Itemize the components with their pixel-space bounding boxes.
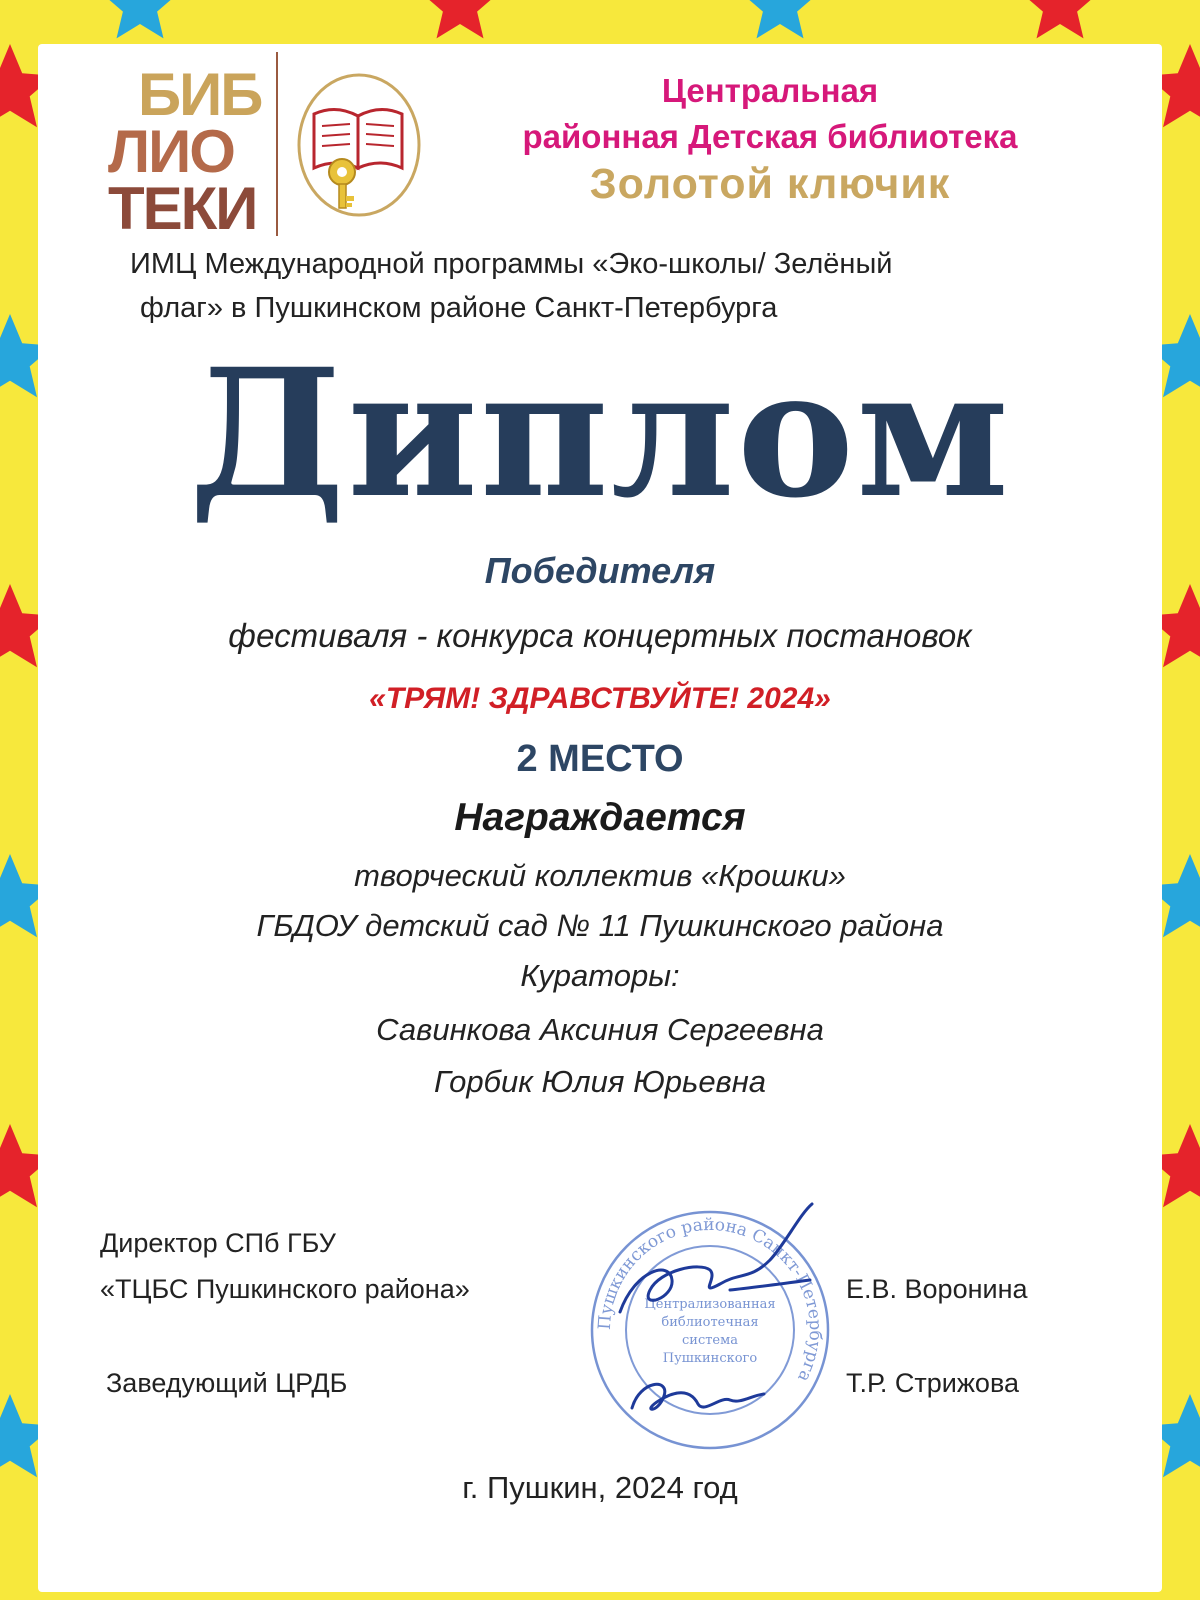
seal-ring-text: Пушкинского района Санкт-Петербурга (594, 1214, 826, 1386)
contest-name: «ТРЯМ! ЗДРАВСТВУЙТЕ! 2024» (369, 682, 831, 715)
seal-center-text: Пушкинского (662, 1351, 758, 1366)
organization-line-2: флаг» в Пушкинском районе Санкт-Петербурга (140, 292, 778, 324)
seal-center-text: Централизованная (644, 1297, 776, 1312)
head-name: Т.Р. Стрижова (846, 1368, 1020, 1398)
curator-name: Горбик Юлия Юрьевна (433, 1064, 767, 1099)
library-name-line-3: Золотой ключик (589, 160, 951, 208)
director-title-line-2: «ТЦБС Пушкинского района» (100, 1274, 470, 1304)
organization-line-1: ИМЦ Международной программы «Эко-школы/ Зелёный (130, 248, 893, 280)
awarded-label: Награждается (454, 796, 746, 839)
director-title-line-1: Директор СПб ГБУ (100, 1228, 336, 1258)
logo-divider (276, 52, 278, 236)
winner-label: Победителя (484, 550, 716, 591)
official-seal-stamp (580, 1200, 840, 1460)
logo-line-1: БИБ (138, 61, 262, 128)
logo-line-3: ТЕКИ (108, 175, 257, 242)
bibliotheca-logo (108, 61, 268, 242)
library-name-line-1: Центральная (661, 72, 879, 109)
logo-line-2: ЛИО (108, 118, 234, 185)
seal-center-text: система (682, 1333, 738, 1348)
collective-name: творческий коллектив «Крошки» (354, 858, 846, 893)
curators-label: Кураторы: (520, 958, 680, 993)
kindergarten-name: ГБДОУ детский сад № 11 Пушкинского района (256, 908, 944, 943)
curator-name: Савинкова Аксиния Сергеевна (376, 1012, 824, 1047)
head-signature (632, 1384, 764, 1409)
diploma-title: Диплом (188, 330, 1012, 537)
golden-key-book-icon (296, 72, 422, 218)
director-name: Е.В. Воронина (846, 1274, 1028, 1304)
place-award: 2 МЕСТО (516, 738, 684, 780)
head-title: Заведующий ЦРДБ (106, 1368, 348, 1398)
seal-center-text: библиотечная (661, 1315, 759, 1330)
library-name-line-2: районная Детская библиотека (522, 118, 1018, 155)
festival-description: фестиваля - конкурса концертных постановок (228, 617, 972, 654)
city-year-footer: г. Пушкин, 2024 год (462, 1470, 738, 1505)
